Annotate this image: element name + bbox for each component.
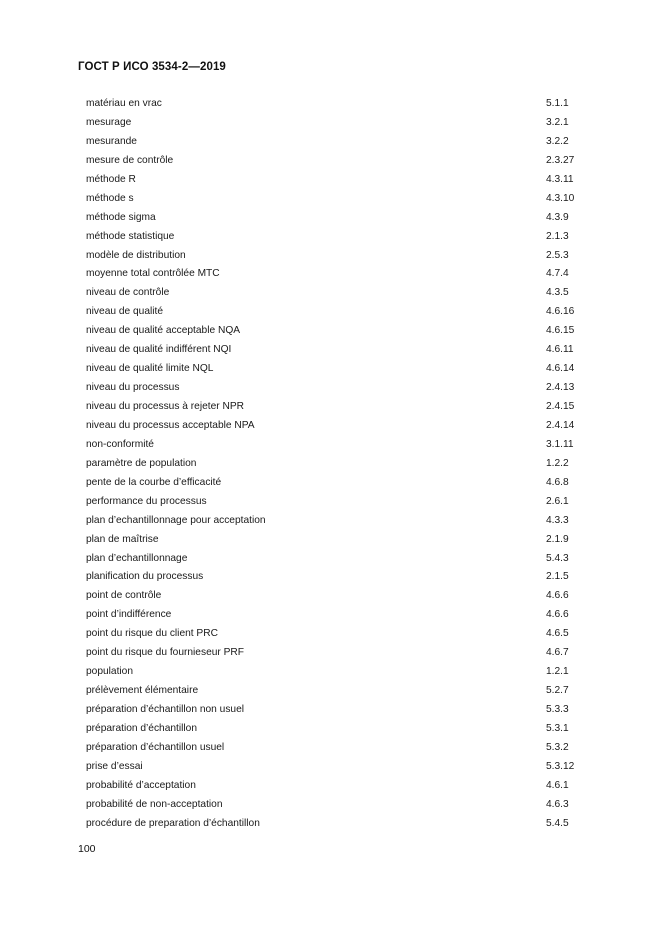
- index-reference-number: 4.3.10: [546, 192, 575, 204]
- index-term: plan d’echantillonnage pour acceptation: [86, 514, 266, 526]
- index-reference-number: 5.4.5: [546, 817, 569, 829]
- index-term: mesurage: [86, 116, 132, 128]
- index-reference-number: 4.6.3: [546, 798, 569, 810]
- index-entry: [0, 568, 661, 587]
- index-reference-number: 4.6.7: [546, 647, 569, 659]
- index-entry: [0, 284, 661, 303]
- index-entry: [0, 379, 661, 398]
- document-header: ГОСТ Р ИСО 3534-2—2019: [78, 61, 226, 73]
- index-entry: [0, 550, 661, 569]
- index-reference-number: 5.2.7: [546, 685, 569, 697]
- index-term: préparation d’échantillon usuel: [86, 741, 225, 753]
- index-reference-number: 1.2.2: [546, 457, 569, 469]
- index-reference-number: 4.6.16: [546, 306, 575, 318]
- index-term: prélèvement élémentaire: [86, 685, 199, 697]
- alphabetical-index-list: [0, 95, 661, 834]
- index-term: plan d’echantillonnage: [86, 552, 188, 564]
- index-term: niveau de qualité limite NQL: [86, 363, 214, 375]
- index-term: point du risque du fournieseur PRF: [86, 647, 244, 659]
- index-entry: [0, 531, 661, 550]
- index-reference-number: 3.2.1: [546, 116, 569, 128]
- index-reference-number: 5.3.12: [546, 760, 575, 772]
- index-reference-number: 3.2.2: [546, 135, 569, 147]
- index-term: niveau de contrôle: [86, 287, 170, 299]
- index-term: méthode s: [86, 192, 134, 204]
- index-term: plan de maîtrise: [86, 533, 159, 545]
- index-reference-number: 4.6.8: [546, 476, 569, 488]
- index-entry: [0, 133, 661, 152]
- index-entry: [0, 625, 661, 644]
- index-term: paramètre de population: [86, 457, 197, 469]
- index-entry: [0, 663, 661, 682]
- index-entry: [0, 474, 661, 493]
- index-reference-number: 4.3.3: [546, 514, 569, 526]
- index-entry: [0, 171, 661, 190]
- index-term: niveau de qualité acceptable NQA: [86, 325, 241, 337]
- index-reference-number: 5.1.1: [546, 98, 569, 109]
- index-entry: [0, 247, 661, 266]
- index-reference-number: 2.1.5: [546, 571, 569, 583]
- index-term: niveau de qualité indifférent NQI: [86, 344, 232, 356]
- index-entry: [0, 777, 661, 796]
- index-term: planification du processus: [86, 571, 204, 583]
- index-entry: [0, 644, 661, 663]
- index-term: matériau en vrac: [86, 98, 162, 109]
- index-entry: [0, 360, 661, 379]
- index-reference-number: 5.4.3: [546, 552, 569, 564]
- index-reference-number: 2.6.1: [546, 495, 569, 507]
- index-reference-number: 2.4.14: [546, 419, 575, 431]
- index-reference-number: 4.6.6: [546, 609, 569, 621]
- index-entry: [0, 493, 661, 512]
- index-entry: [0, 739, 661, 758]
- index-reference-number: 4.3.9: [546, 211, 569, 223]
- index-entry: [0, 417, 661, 436]
- index-entry: [0, 720, 661, 739]
- index-term: prise d’essai: [86, 760, 143, 772]
- index-entry: [0, 512, 661, 531]
- index-entry: [0, 209, 661, 228]
- index-reference-number: 5.3.2: [546, 741, 569, 753]
- index-entry: [0, 701, 661, 720]
- index-term: non-conformité: [86, 438, 154, 450]
- index-term: méthode sigma: [86, 211, 156, 223]
- index-entry: [0, 114, 661, 133]
- index-reference-number: 4.6.14: [546, 363, 575, 375]
- index-reference-number: 4.3.11: [546, 173, 574, 185]
- index-term: méthode statistique: [86, 230, 175, 242]
- index-term: méthode R: [86, 173, 136, 185]
- index-entry: [0, 758, 661, 777]
- index-reference-number: 4.7.4: [546, 268, 569, 280]
- index-term: niveau du processus: [86, 382, 180, 394]
- index-reference-number: 1.2.1: [546, 666, 569, 678]
- index-entry: [0, 341, 661, 360]
- index-term: mesurande: [86, 135, 137, 147]
- index-term: niveau du processus acceptable NPA: [86, 419, 255, 431]
- index-term: moyenne total contrôlée MTC: [86, 268, 220, 280]
- index-term: mesure de contrôle: [86, 154, 174, 166]
- index-reference-number: 4.6.11: [546, 344, 574, 356]
- index-term: niveau de qualité: [86, 306, 164, 318]
- index-term: point d’indifférence: [86, 609, 172, 621]
- index-entry: [0, 303, 661, 322]
- index-entry: [0, 682, 661, 701]
- index-term: point de contrôle: [86, 590, 162, 602]
- index-reference-number: 4.6.5: [546, 628, 569, 640]
- index-entry: [0, 436, 661, 455]
- index-entry: [0, 95, 661, 114]
- index-term: procédure de preparation d’échantillon: [86, 817, 260, 829]
- index-term: population: [86, 666, 134, 678]
- index-reference-number: 4.3.5: [546, 287, 569, 299]
- index-entry: [0, 606, 661, 625]
- index-term: préparation d’échantillon: [86, 722, 198, 734]
- index-reference-number: 4.6.15: [546, 325, 575, 337]
- index-reference-number: 3.1.11: [546, 438, 574, 450]
- index-reference-number: 2.1.9: [546, 533, 569, 545]
- index-reference-number: 4.6.1: [546, 779, 569, 791]
- index-term: niveau du processus à rejeter NPR: [86, 401, 244, 412]
- index-entry: [0, 815, 661, 834]
- index-reference-number: 2.5.3: [546, 249, 569, 261]
- index-entry: [0, 228, 661, 247]
- index-reference-number: 2.4.13: [546, 382, 575, 394]
- index-entry: [0, 190, 661, 209]
- index-term: point du risque du client PRC: [86, 628, 218, 640]
- index-reference-number: 2.3.27: [546, 154, 575, 166]
- index-entry: [0, 455, 661, 474]
- index-reference-number: 5.3.3: [546, 704, 569, 715]
- index-term: préparation d’échantillon non usuel: [86, 704, 245, 715]
- index-reference-number: 2.4.15: [546, 401, 575, 412]
- index-entry: [0, 796, 661, 815]
- index-term: pente de la courbe d’efficacité: [86, 476, 222, 488]
- index-entry: [0, 398, 661, 417]
- index-term: probabilité d’acceptation: [86, 779, 196, 791]
- index-term: probabilité de non-acceptation: [86, 798, 223, 810]
- index-entry: [0, 152, 661, 171]
- index-entry: [0, 322, 661, 341]
- index-term: performance du processus: [86, 495, 207, 507]
- page-number: 100: [78, 843, 96, 855]
- index-entry: [0, 265, 661, 284]
- index-reference-number: 2.1.3: [546, 230, 569, 242]
- index-reference-number: 5.3.1: [546, 722, 569, 734]
- index-term: modèle de distribution: [86, 249, 186, 261]
- index-entry: [0, 587, 661, 606]
- index-reference-number: 4.6.6: [546, 590, 569, 602]
